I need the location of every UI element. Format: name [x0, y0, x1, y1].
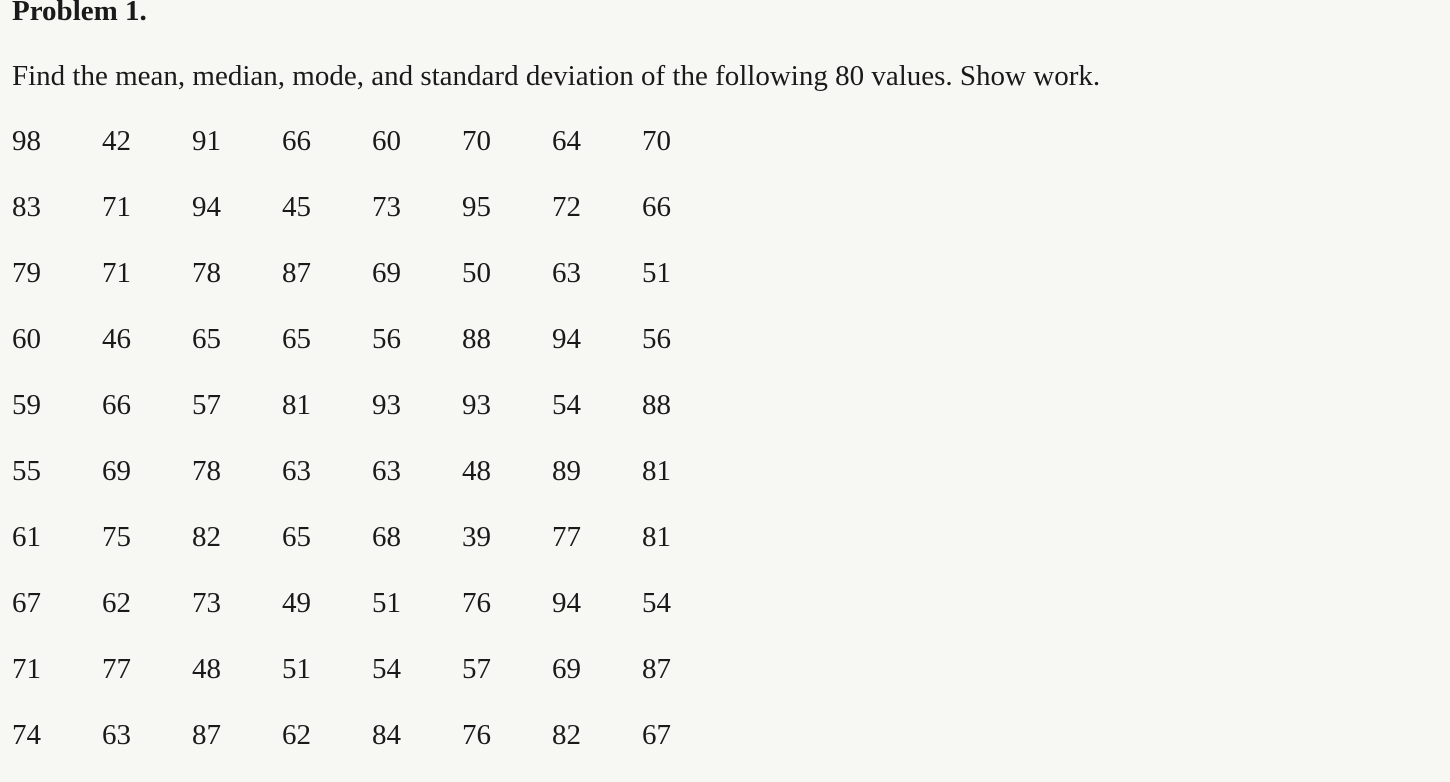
- value-cell: 64: [552, 125, 581, 157]
- value-cell: 49: [282, 587, 311, 619]
- value-cell: 77: [552, 521, 581, 553]
- value-cell: 82: [552, 719, 581, 751]
- value-cell: 94: [192, 191, 221, 223]
- value-cell: 78: [192, 455, 221, 487]
- value-cell: 55: [12, 455, 41, 487]
- value-cell: 75: [102, 521, 131, 553]
- value-cell: 81: [642, 455, 671, 487]
- value-cell: 91: [192, 125, 221, 157]
- value-cell: 39: [462, 521, 491, 553]
- value-cell: 94: [552, 587, 581, 619]
- value-cell: 63: [372, 455, 401, 487]
- value-cell: 88: [642, 389, 671, 421]
- value-cell: 98: [12, 125, 41, 157]
- value-cell: 68: [372, 521, 401, 553]
- value-cell: 88: [462, 323, 491, 355]
- problem-instructions: Find the mean, median, mode, and standard deviation of the following 80 values. Show work.: [12, 60, 1101, 92]
- value-cell: 46: [102, 323, 131, 355]
- value-cell: 57: [462, 653, 491, 685]
- value-cell: 60: [372, 125, 401, 157]
- values-row: [12, 385, 732, 451]
- value-cell: 70: [462, 125, 491, 157]
- values-row: [12, 451, 732, 517]
- value-cell: 93: [372, 389, 401, 421]
- value-cell: 76: [462, 719, 491, 751]
- value-cell: 66: [282, 125, 311, 157]
- values-row: [12, 649, 732, 715]
- value-cell: 72: [552, 191, 581, 223]
- value-cell: 77: [102, 653, 131, 685]
- values-row: [12, 187, 732, 253]
- value-cell: 56: [372, 323, 401, 355]
- value-cell: 63: [282, 455, 311, 487]
- value-cell: 48: [462, 455, 491, 487]
- value-cell: 87: [282, 257, 311, 289]
- value-cell: 66: [102, 389, 131, 421]
- value-cell: 89: [552, 455, 581, 487]
- value-cell: 56: [642, 323, 671, 355]
- value-cell: 69: [102, 455, 131, 487]
- values-grid: [12, 121, 732, 781]
- value-cell: 54: [372, 653, 401, 685]
- value-cell: 83: [12, 191, 41, 223]
- value-cell: 93: [462, 389, 491, 421]
- value-cell: 71: [102, 257, 131, 289]
- value-cell: 54: [552, 389, 581, 421]
- value-cell: 79: [12, 257, 41, 289]
- value-cell: 51: [372, 587, 401, 619]
- value-cell: 73: [372, 191, 401, 223]
- value-cell: 63: [552, 257, 581, 289]
- problem-heading: Problem 1.: [12, 0, 147, 27]
- value-cell: 61: [12, 521, 41, 553]
- values-row: [12, 517, 732, 583]
- value-cell: 66: [642, 191, 671, 223]
- values-row: [12, 715, 732, 781]
- value-cell: 69: [552, 653, 581, 685]
- value-cell: 51: [642, 257, 671, 289]
- value-cell: 95: [462, 191, 491, 223]
- value-cell: 51: [282, 653, 311, 685]
- value-cell: 76: [462, 587, 491, 619]
- values-row: [12, 583, 732, 649]
- value-cell: 87: [642, 653, 671, 685]
- value-cell: 60: [12, 323, 41, 355]
- values-row: [12, 121, 732, 187]
- value-cell: 69: [372, 257, 401, 289]
- value-cell: 67: [642, 719, 671, 751]
- value-cell: 62: [102, 587, 131, 619]
- value-cell: 45: [282, 191, 311, 223]
- value-cell: 42: [102, 125, 131, 157]
- value-cell: 70: [642, 125, 671, 157]
- value-cell: 71: [12, 653, 41, 685]
- value-cell: 67: [12, 587, 41, 619]
- value-cell: 48: [192, 653, 221, 685]
- value-cell: 87: [192, 719, 221, 751]
- value-cell: 63: [102, 719, 131, 751]
- value-cell: 59: [12, 389, 41, 421]
- value-cell: 81: [642, 521, 671, 553]
- value-cell: 54: [642, 587, 671, 619]
- values-row: [12, 319, 732, 385]
- value-cell: 81: [282, 389, 311, 421]
- value-cell: 74: [12, 719, 41, 751]
- value-cell: 78: [192, 257, 221, 289]
- value-cell: 57: [192, 389, 221, 421]
- value-cell: 71: [102, 191, 131, 223]
- value-cell: 73: [192, 587, 221, 619]
- value-cell: 65: [282, 521, 311, 553]
- value-cell: 94: [552, 323, 581, 355]
- value-cell: 50: [462, 257, 491, 289]
- value-cell: 84: [372, 719, 401, 751]
- value-cell: 65: [192, 323, 221, 355]
- values-row: [12, 253, 732, 319]
- value-cell: 82: [192, 521, 221, 553]
- value-cell: 65: [282, 323, 311, 355]
- value-cell: 62: [282, 719, 311, 751]
